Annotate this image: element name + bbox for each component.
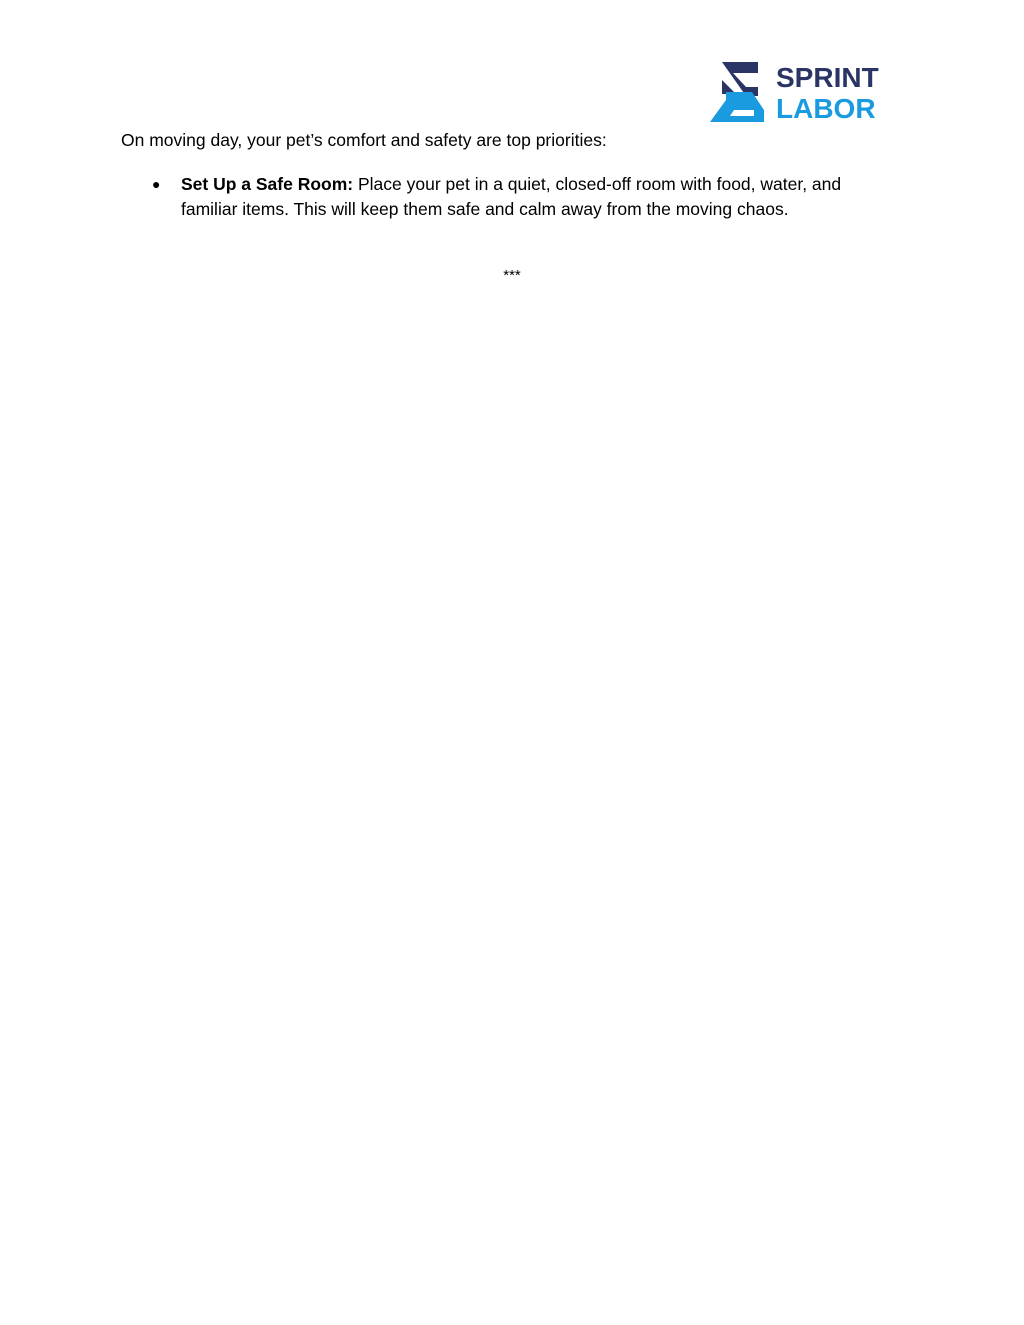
bullet-title: Set Up a Safe Room: (181, 174, 354, 194)
sprint-labor-logo (708, 60, 904, 124)
logo-text-sprint: SPRINT (776, 62, 879, 93)
section-separator: *** (503, 267, 521, 284)
bullet-marker: ● (152, 176, 161, 192)
intro-paragraph: On moving day, your pet’s comfort and safety are top priorities: (121, 130, 607, 150)
list-item (121, 172, 901, 221)
logo-text-labor: LABOR (776, 93, 876, 124)
bullet-list (121, 172, 901, 221)
bullet-text: Place your pet in a quiet, closed-off room with food, water, and familiar items. This will keep them safe and calm away from the moving chaos. (181, 174, 842, 219)
logo-mark-icon (708, 60, 904, 124)
